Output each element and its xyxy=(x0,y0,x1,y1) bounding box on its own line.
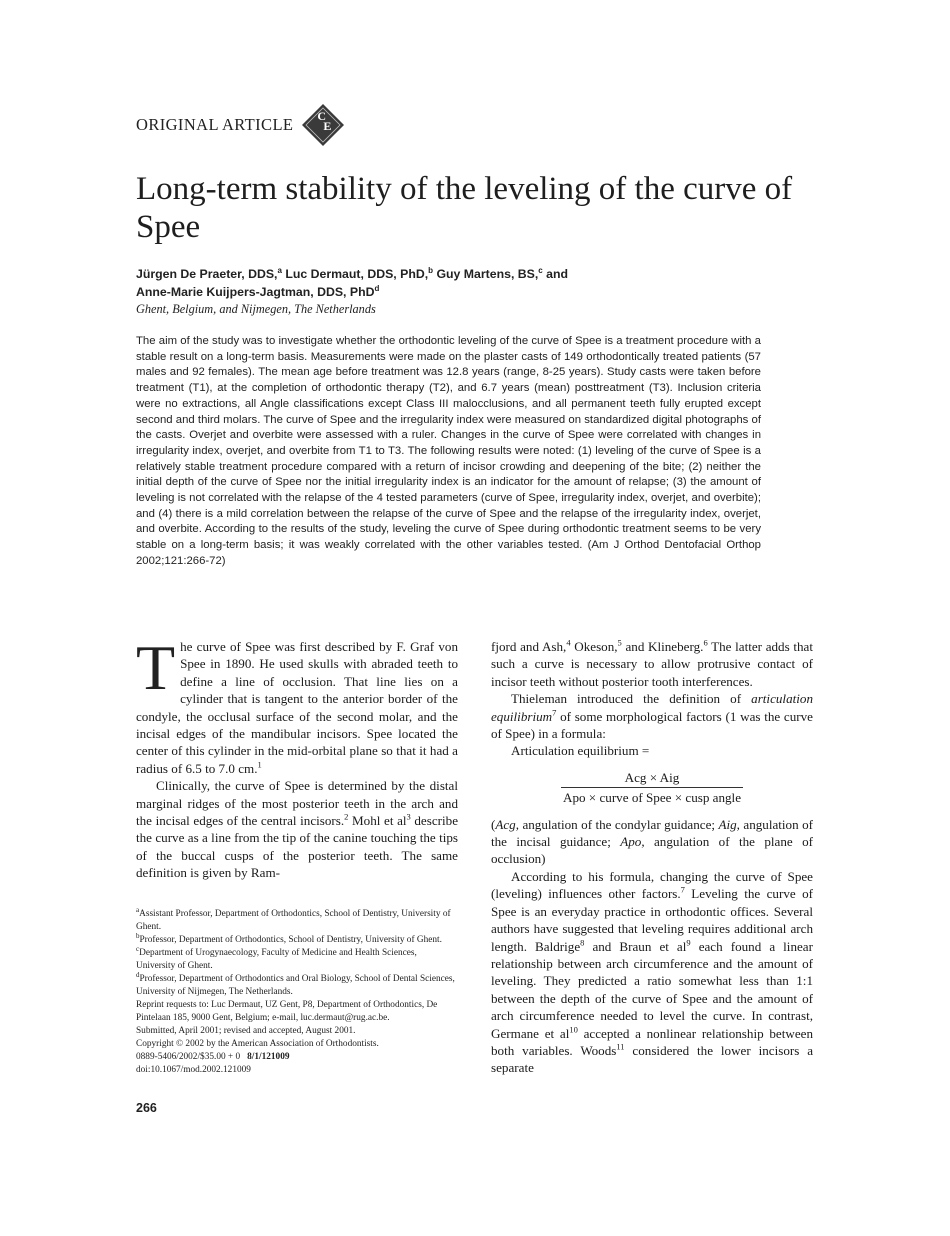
citation-ref: 3 xyxy=(406,811,411,822)
footnote-marker: d xyxy=(136,970,140,979)
text-run: Clinically, the curve of Spee is determined by the distal marginal ridges of the most posterior teeth in the arch and the incisal edges of the central incisors. xyxy=(136,778,458,829)
text-run: of some morphological factors (1 was the curve of Spee) in a formula: xyxy=(491,708,813,742)
paragraph xyxy=(136,632,458,777)
text-run: and Klineberg. xyxy=(621,639,704,654)
paragraph xyxy=(136,777,458,881)
text-run: describe the curve as a line from the tip of the canine touching the tips of the buccal cusps of the posterior teeth. The same definition is given by Ram- xyxy=(136,813,459,881)
citation-ref: 7 xyxy=(552,707,557,718)
article-header xyxy=(136,107,345,143)
text-run: ( xyxy=(491,816,496,832)
citation-ref: 10 xyxy=(569,1024,578,1035)
text-run: accepted a nonlinear relationship between both variables. Woods xyxy=(491,1025,813,1058)
citation-ref: 4 xyxy=(566,637,571,648)
reprint-requests: Reprint requests to: Luc Dermaut, UZ Gent, P8, Department of Orthodontics, De Pintelaan 185, 9000 Gent, Belgium; e-mail, luc.dermaut@rug.ac.be. xyxy=(136,1000,438,1023)
citation-ref: 9 xyxy=(686,937,691,948)
formula-fraction xyxy=(491,769,813,807)
footnote-marker: a xyxy=(136,905,140,914)
footnote-marker: c xyxy=(136,944,140,953)
author-name: Jürgen De Praeter, DDS, xyxy=(136,267,278,281)
italic-term: articulation equilibrium xyxy=(491,691,813,724)
author-name: Anne-Marie Kuijpers-Jagtman, DDS, PhD xyxy=(136,285,375,299)
ce-badge-icon xyxy=(301,103,345,147)
footnote xyxy=(136,944,458,973)
abstract: The aim of the study was to investigate whether the orthodontic leveling of the curve of Spee is a treatment procedure with a stable result on a long-term basis. Measurements were made on the plaster casts of 149 orthodontically treated patients (57 males and 92 females). The mean age before treatment was 12.8 years (range, 8-25 years). Study casts were taken before treatment (T1), at the completion of orthodontic therapy (T2), and 6.7 years (mean) posttreatment (T3). Inclusion criteria were no extractions, all Angle classifications except Class III malocclusions, and all permanent teeth fully erupted except second and third molars. The curve of Spee and the irregularity index were measured on standardized digital photographs of the casts. Overjet and overbite were assessed with a ruler. Changes in the curve of Spee were correlated with changes in irregularity index, overjet, and overbite from T1 to T3. The following results were noted: (1) leveling of the curve of Spee is a relatively stable treatment procedure compared with a return of incisor crowding and deepening of the bite; (2) neither the initial depth of the curve of Spee nor the initial irregularity index is an indicator for the amount of relapse; (3) the amount of leveling is not correlated with the relapse of the 4 tested parameters (curve of Spee, irregularity index, overjet, and overbite); and (4) there is a mild correlation between the relapse of the curve of Spee and the relapse of the irregularity index, overjet, and overbite. According to the results of the study, leveling the curve of Spee during orthodontic treatment seems to be very stable on a long-term basis; it was weakly correlated with the other variables tested. (Am J Orthod Dentofacial Orthop 2002;121:266-72) xyxy=(136,335,761,567)
citation-ref: 8 xyxy=(580,937,585,948)
author-name: Luc Dermaut, DDS, PhD, xyxy=(285,267,429,281)
text-run: Leveling the curve of Spee is an everyday practice in orthodontic offices. Several authors have suggested that leveling requires additional arch length. Baldrige xyxy=(491,886,813,954)
doi: doi:10.1067/mod.2002.121009 xyxy=(136,1065,251,1075)
footnote xyxy=(136,905,458,934)
text-run: Thieleman introduced the definition of xyxy=(511,691,752,707)
citation-ref: 11 xyxy=(616,1041,625,1052)
paragraph xyxy=(491,690,813,742)
affiliation: Ghent, Belgium, and Nijmegen, The Netherlands xyxy=(136,302,376,316)
submission-dates: Submitted, April 2001; revised and accepted, August 2001. xyxy=(136,1026,356,1036)
page-number: 266 xyxy=(136,1101,157,1115)
formula-numerator: Acg × Aig xyxy=(624,769,680,785)
text-run: angulation of the condylar guidance; xyxy=(519,816,719,832)
author-name: Guy Martens, BS, xyxy=(436,267,539,281)
italic-term: Aig, xyxy=(718,816,740,832)
text-run: angulation of the incisal guidance; xyxy=(491,816,813,850)
text-run: Okeson, xyxy=(570,639,618,654)
paragraph xyxy=(491,868,813,1077)
text-run: The latter adds that such a curve is necessary to allow protrusive contact of incisor teeth without posterior tooth interferences. xyxy=(491,639,813,689)
text-run: he curve of Spee was first described by F. Graf von Spee in 1890. He used skulls with abraded teeth to define a line of occlusion. That line lies on a cylinder that is tangent to the anterior border of the condyle, the occlusal surface of the second molar, and the incisal edges of the mandibular incisors. Spee located the center of this cylinder in the mid-orbital plane so that it had a radius of 6.5 to 7.0 cm. xyxy=(136,639,458,776)
text-run: fjord and Ash, xyxy=(491,639,567,654)
formula-label: Articulation equilibrium = xyxy=(511,743,650,759)
footnote-text: Professor, Department of Orthodontics and Oral Biology, School of Dental Sciences, University of Nijmegen, The Netherlands. xyxy=(136,974,455,997)
text-run: Mohl et al xyxy=(348,813,407,829)
article-title: Long-term stability of the leveling of the curve of Spee xyxy=(136,171,793,245)
author-list xyxy=(136,265,836,301)
footnote-text: Assistant Professor, Department of Orthodontics, School of Dentistry, University of Ghent. xyxy=(136,909,451,932)
author-conjunction: and xyxy=(546,267,569,281)
drop-cap: T xyxy=(136,632,176,703)
citation-ref: 5 xyxy=(617,637,622,648)
author-affil-sup: b xyxy=(428,265,434,275)
citation-ref: 7 xyxy=(680,884,685,895)
footnote-text: Department of Urogynaecology, Faculty of Medicine and Health Sciences, University of Ghent. xyxy=(136,948,417,971)
issn-code: 8/1/121009 xyxy=(247,1052,290,1062)
issn-line xyxy=(136,1051,458,1064)
citation-ref: 1 xyxy=(257,759,262,770)
section-label: ORIGINAL ARTICLE xyxy=(136,115,294,134)
text-run: According to his formula, changing the curve of Spee (leveling) influences other factors. xyxy=(491,868,813,902)
text-run: each found a linear relationship between arch circumference and the amount of leveling. They predicted a ratio somewhat less than 1:1 between the depth of the curve of Spee and the amount of arch circumference needed to level the curve. In contrast, Germane et al xyxy=(491,938,813,1041)
ce-badge-c: C xyxy=(317,109,327,123)
copyright-notice: Copyright © 2002 by the American Association of Orthodontists. xyxy=(136,1039,379,1049)
italic-term: Apo, xyxy=(620,834,645,850)
issn: 0889-5406/2002/$35.00 + 0 xyxy=(136,1052,241,1062)
italic-term: Acg, xyxy=(495,816,520,832)
body-column-left xyxy=(136,632,459,882)
footnotes xyxy=(136,905,458,1077)
paragraph xyxy=(491,816,813,868)
citation-ref: 6 xyxy=(703,637,708,648)
author-affil-sup: a xyxy=(277,265,282,275)
author-affil-sup: c xyxy=(538,265,543,275)
footnote-text: Professor, Department of Orthodontics, School of Dentistry, University of Ghent. xyxy=(139,935,442,945)
text-run: and Braun et al xyxy=(584,938,687,954)
footnote xyxy=(136,931,458,947)
text-run: angulation of the plane of occlusion) xyxy=(491,834,813,867)
citation-ref: 2 xyxy=(344,811,349,822)
footnote-marker: b xyxy=(136,931,140,940)
formula-denominator: Apo × curve of Spee × cusp angle xyxy=(561,787,743,806)
author-affil-sup: d xyxy=(374,283,380,293)
body-column-right xyxy=(491,638,813,1077)
ce-badge-e: E xyxy=(323,119,332,133)
footnote xyxy=(136,970,458,999)
text-run: considered the lower incisors a separate xyxy=(491,1042,814,1076)
paragraph xyxy=(491,638,813,690)
